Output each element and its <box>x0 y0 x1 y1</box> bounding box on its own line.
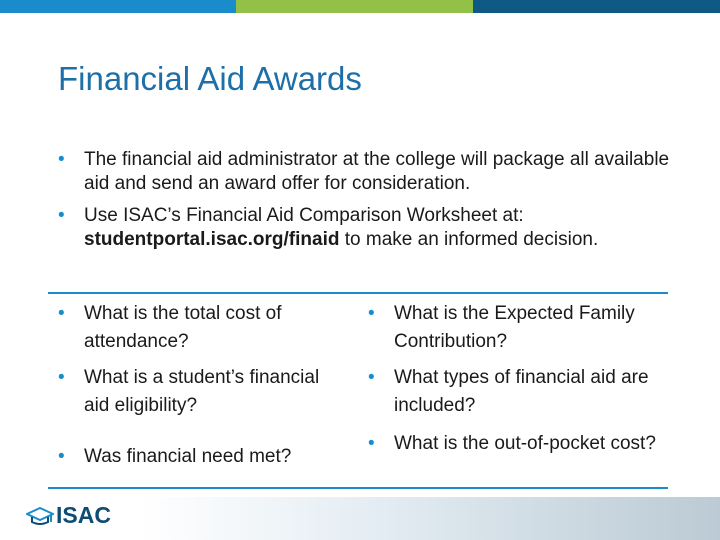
question-text: What is the out-of-pocket cost? <box>394 433 656 454</box>
bullet-text: Use ISAC’s Financial Aid Comparison Worksheet at: <box>84 205 524 226</box>
bullet-dot-icon: • <box>368 303 375 324</box>
bottom-divider <box>48 487 668 489</box>
question-text: What types of financial aid are included? <box>394 367 649 416</box>
graduation-cap-icon <box>26 505 54 527</box>
bullet-dot-icon: • <box>58 303 65 324</box>
bullet-text: to make an informed decision. <box>339 229 599 250</box>
worksheet-link[interactable]: studentportal.isac.org/finaid <box>84 229 340 250</box>
bullet-text: The financial aid administrator at the college will package all available aid and send an award offer for consideration. <box>84 149 670 194</box>
bullet-dot-icon: • <box>368 367 375 388</box>
logo-wordmark: ISAC <box>56 502 111 528</box>
bullet-dot-icon: • <box>58 446 65 467</box>
question-text: What is a student’s financial aid eligibility? <box>84 367 320 416</box>
question-item <box>58 443 291 471</box>
bullet-dot-icon: • <box>58 367 65 388</box>
bullet-item <box>58 148 698 196</box>
question-item <box>368 364 664 420</box>
top-bar-green-segment <box>236 0 473 13</box>
question-text: Was financial need met? <box>84 446 292 467</box>
footer-gradient <box>140 497 720 540</box>
top-bar-blue-segment <box>0 0 236 13</box>
question-item <box>368 430 664 458</box>
question-item <box>58 364 338 420</box>
top-color-bar <box>0 0 720 13</box>
top-divider <box>48 292 668 294</box>
bullet-dot-icon: • <box>58 149 65 170</box>
top-bar-navy-segment <box>473 0 720 13</box>
bullet-item <box>58 204 698 252</box>
question-item <box>58 300 338 356</box>
question-text: What is the total cost of attendance? <box>84 303 282 352</box>
slide-title: Financial Aid Awards <box>58 60 362 97</box>
bullet-dot-icon: • <box>58 205 65 226</box>
question-item <box>368 300 664 356</box>
question-text: What is the Expected Family Contribution? <box>394 303 635 352</box>
intro-bullet-list <box>58 148 698 260</box>
bullet-dot-icon: • <box>368 433 375 454</box>
isac-logo <box>26 502 111 529</box>
